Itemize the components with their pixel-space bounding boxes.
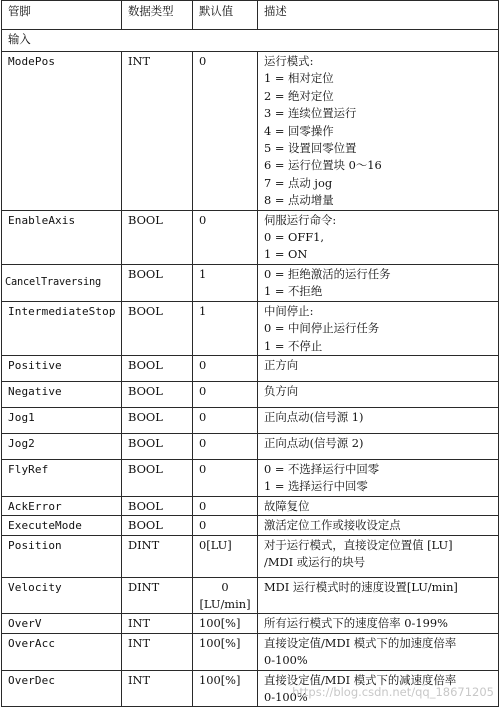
default-cell	[193, 577, 258, 614]
desc-line: 5 = 设置回零位置	[264, 141, 357, 156]
table-row	[2, 52, 499, 211]
header-pin: 管脚	[2, 1, 122, 30]
desc-line: 故障复位	[264, 498, 310, 513]
desc-cell	[258, 407, 499, 433]
default-cell: 100[%]	[193, 670, 258, 707]
type-cell: BOOL	[122, 459, 193, 496]
default-line: [LU/min]	[199, 596, 251, 611]
desc-cell	[258, 516, 499, 535]
desc-line: 所有运行模式下的速度倍率 0-199%	[264, 616, 448, 631]
table-row	[2, 535, 499, 577]
default-cell: 0	[193, 496, 258, 515]
default-cell: 100[%]	[193, 614, 258, 633]
pin-cell: Position	[2, 535, 122, 577]
desc-cell	[258, 301, 499, 355]
desc-cell	[258, 210, 499, 264]
desc-cell	[258, 355, 499, 381]
header-desc: 描述	[258, 1, 499, 30]
desc-cell	[258, 264, 499, 301]
desc-cell	[258, 633, 499, 670]
desc-line: 直接设定值/MDI 模式下的加速度倍率	[264, 635, 457, 650]
pin-cell: ModePos	[2, 52, 122, 211]
pin-cell: Jog1	[2, 407, 122, 433]
default-cell: 0	[193, 381, 258, 407]
default-cell: 0	[193, 433, 258, 459]
table-row	[2, 264, 499, 301]
default-cell: 0[LU]	[193, 535, 258, 577]
type-cell: INT	[122, 614, 193, 633]
type-cell: BOOL	[122, 516, 193, 535]
desc-line: 中间停止:	[264, 303, 314, 318]
default-cell: 0	[193, 355, 258, 381]
desc-line: 正方向	[264, 357, 299, 372]
header-default: 默认值	[193, 1, 258, 30]
section-label: 输入	[2, 30, 499, 52]
desc-line: 0-100%	[264, 653, 308, 668]
pin-cell: Positive	[2, 355, 122, 381]
type-cell: DINT	[122, 535, 193, 577]
section-row	[2, 30, 499, 52]
default-cell: 0	[193, 407, 258, 433]
desc-line: 正向点动(信号源 2)	[264, 435, 364, 450]
type-cell: BOOL	[122, 433, 193, 459]
desc-line: 1 = 相对定位	[264, 71, 334, 86]
desc-line: 8 = 点动增量	[264, 193, 334, 208]
type-cell: BOOL	[122, 381, 193, 407]
header-row	[2, 1, 499, 30]
desc-line: 1 = 选择运行中回零	[264, 479, 368, 494]
desc-line: 负方向	[264, 383, 299, 398]
pin-cell: OverDec	[2, 670, 122, 707]
default-line: 0	[221, 579, 229, 594]
desc-cell	[258, 614, 499, 633]
default-cell: 0	[193, 516, 258, 535]
default-cell: 0	[193, 210, 258, 264]
desc-line: 1 = ON	[264, 247, 308, 262]
pin-cell: Jog2	[2, 433, 122, 459]
desc-cell	[258, 381, 499, 407]
pin-cell: Negative	[2, 381, 122, 407]
desc-line: 对于运行模式，直接设定位置值 [LU]	[264, 537, 453, 552]
desc-line: 6 = 运行位置块 0～16	[264, 158, 382, 173]
desc-line: 0 = 不选择运行中回零	[264, 461, 380, 476]
pin-cell: CancelTraversing	[2, 264, 122, 301]
table-row	[2, 210, 499, 264]
table-row	[2, 381, 499, 407]
desc-line: 激活定位工作或接收设定点	[264, 518, 401, 533]
type-cell: INT	[122, 633, 193, 670]
type-cell: BOOL	[122, 496, 193, 515]
desc-line: 7 = 点动 jog	[264, 175, 333, 190]
type-cell: INT	[122, 670, 193, 707]
default-cell: 1	[193, 264, 258, 301]
desc-cell	[258, 535, 499, 577]
desc-line: MDI 运行模式时的速度设置[LU/min]	[264, 579, 458, 594]
pin-cell: EnableAxis	[2, 210, 122, 264]
pin-cell: Velocity	[2, 577, 122, 614]
pin-cell: OverAcc	[2, 633, 122, 670]
desc-line: 0 = OFF1,	[264, 230, 325, 245]
desc-cell	[258, 459, 499, 496]
default-cell: 0	[193, 459, 258, 496]
desc-line: 1 = 不拒绝	[264, 284, 323, 299]
table-row	[2, 355, 499, 381]
parameter-table	[1, 0, 499, 707]
table-row	[2, 407, 499, 433]
type-cell: BOOL	[122, 355, 193, 381]
watermark-text: https://blog.csdn.net/qq_18671205	[292, 685, 494, 699]
type-cell: DINT	[122, 577, 193, 614]
desc-line: 伺服运行命令:	[264, 212, 337, 227]
desc-line: /MDI 或运行的块号	[264, 554, 366, 569]
desc-cell	[258, 433, 499, 459]
type-cell: BOOL	[122, 264, 193, 301]
desc-cell	[258, 577, 499, 614]
table-row	[2, 433, 499, 459]
type-cell: BOOL	[122, 407, 193, 433]
table-row	[2, 614, 499, 633]
type-cell: BOOL	[122, 210, 193, 264]
table-row	[2, 633, 499, 670]
table-row	[2, 459, 499, 496]
pin-cell: FlyRef	[2, 459, 122, 496]
default-cell: 0	[193, 52, 258, 211]
desc-line: 0-100%	[264, 689, 308, 704]
default-cell: 100[%]	[193, 633, 258, 670]
type-cell: BOOL	[122, 301, 193, 355]
desc-cell	[258, 52, 499, 211]
desc-line: 直接设定值/MDI 模式下的减速度倍率	[264, 672, 457, 687]
desc-line: 正向点动(信号源 1)	[264, 409, 364, 424]
type-cell: INT	[122, 52, 193, 211]
default-cell: 1	[193, 301, 258, 355]
pin-cell: AckError	[2, 496, 122, 515]
desc-line: 4 = 回零操作	[264, 123, 334, 138]
table-row	[2, 577, 499, 614]
desc-line: 1 = 不停止	[264, 338, 323, 353]
desc-line: 0 = 拒绝激活的运行任务	[264, 266, 391, 281]
desc-line: 2 = 绝对定位	[264, 88, 334, 103]
table-row	[2, 516, 499, 535]
desc-line: 3 = 连续位置运行	[264, 106, 357, 121]
pin-cell: IntermediateStop	[2, 301, 122, 355]
pin-cell: OverV	[2, 614, 122, 633]
desc-line: 运行模式:	[264, 54, 314, 68]
desc-cell	[258, 496, 499, 515]
table-row	[2, 496, 499, 515]
pin-cell: ExecuteMode	[2, 516, 122, 535]
header-type: 数据类型	[122, 1, 193, 30]
table-row	[2, 301, 499, 355]
desc-line: 0 = 中间停止运行任务	[264, 321, 380, 336]
